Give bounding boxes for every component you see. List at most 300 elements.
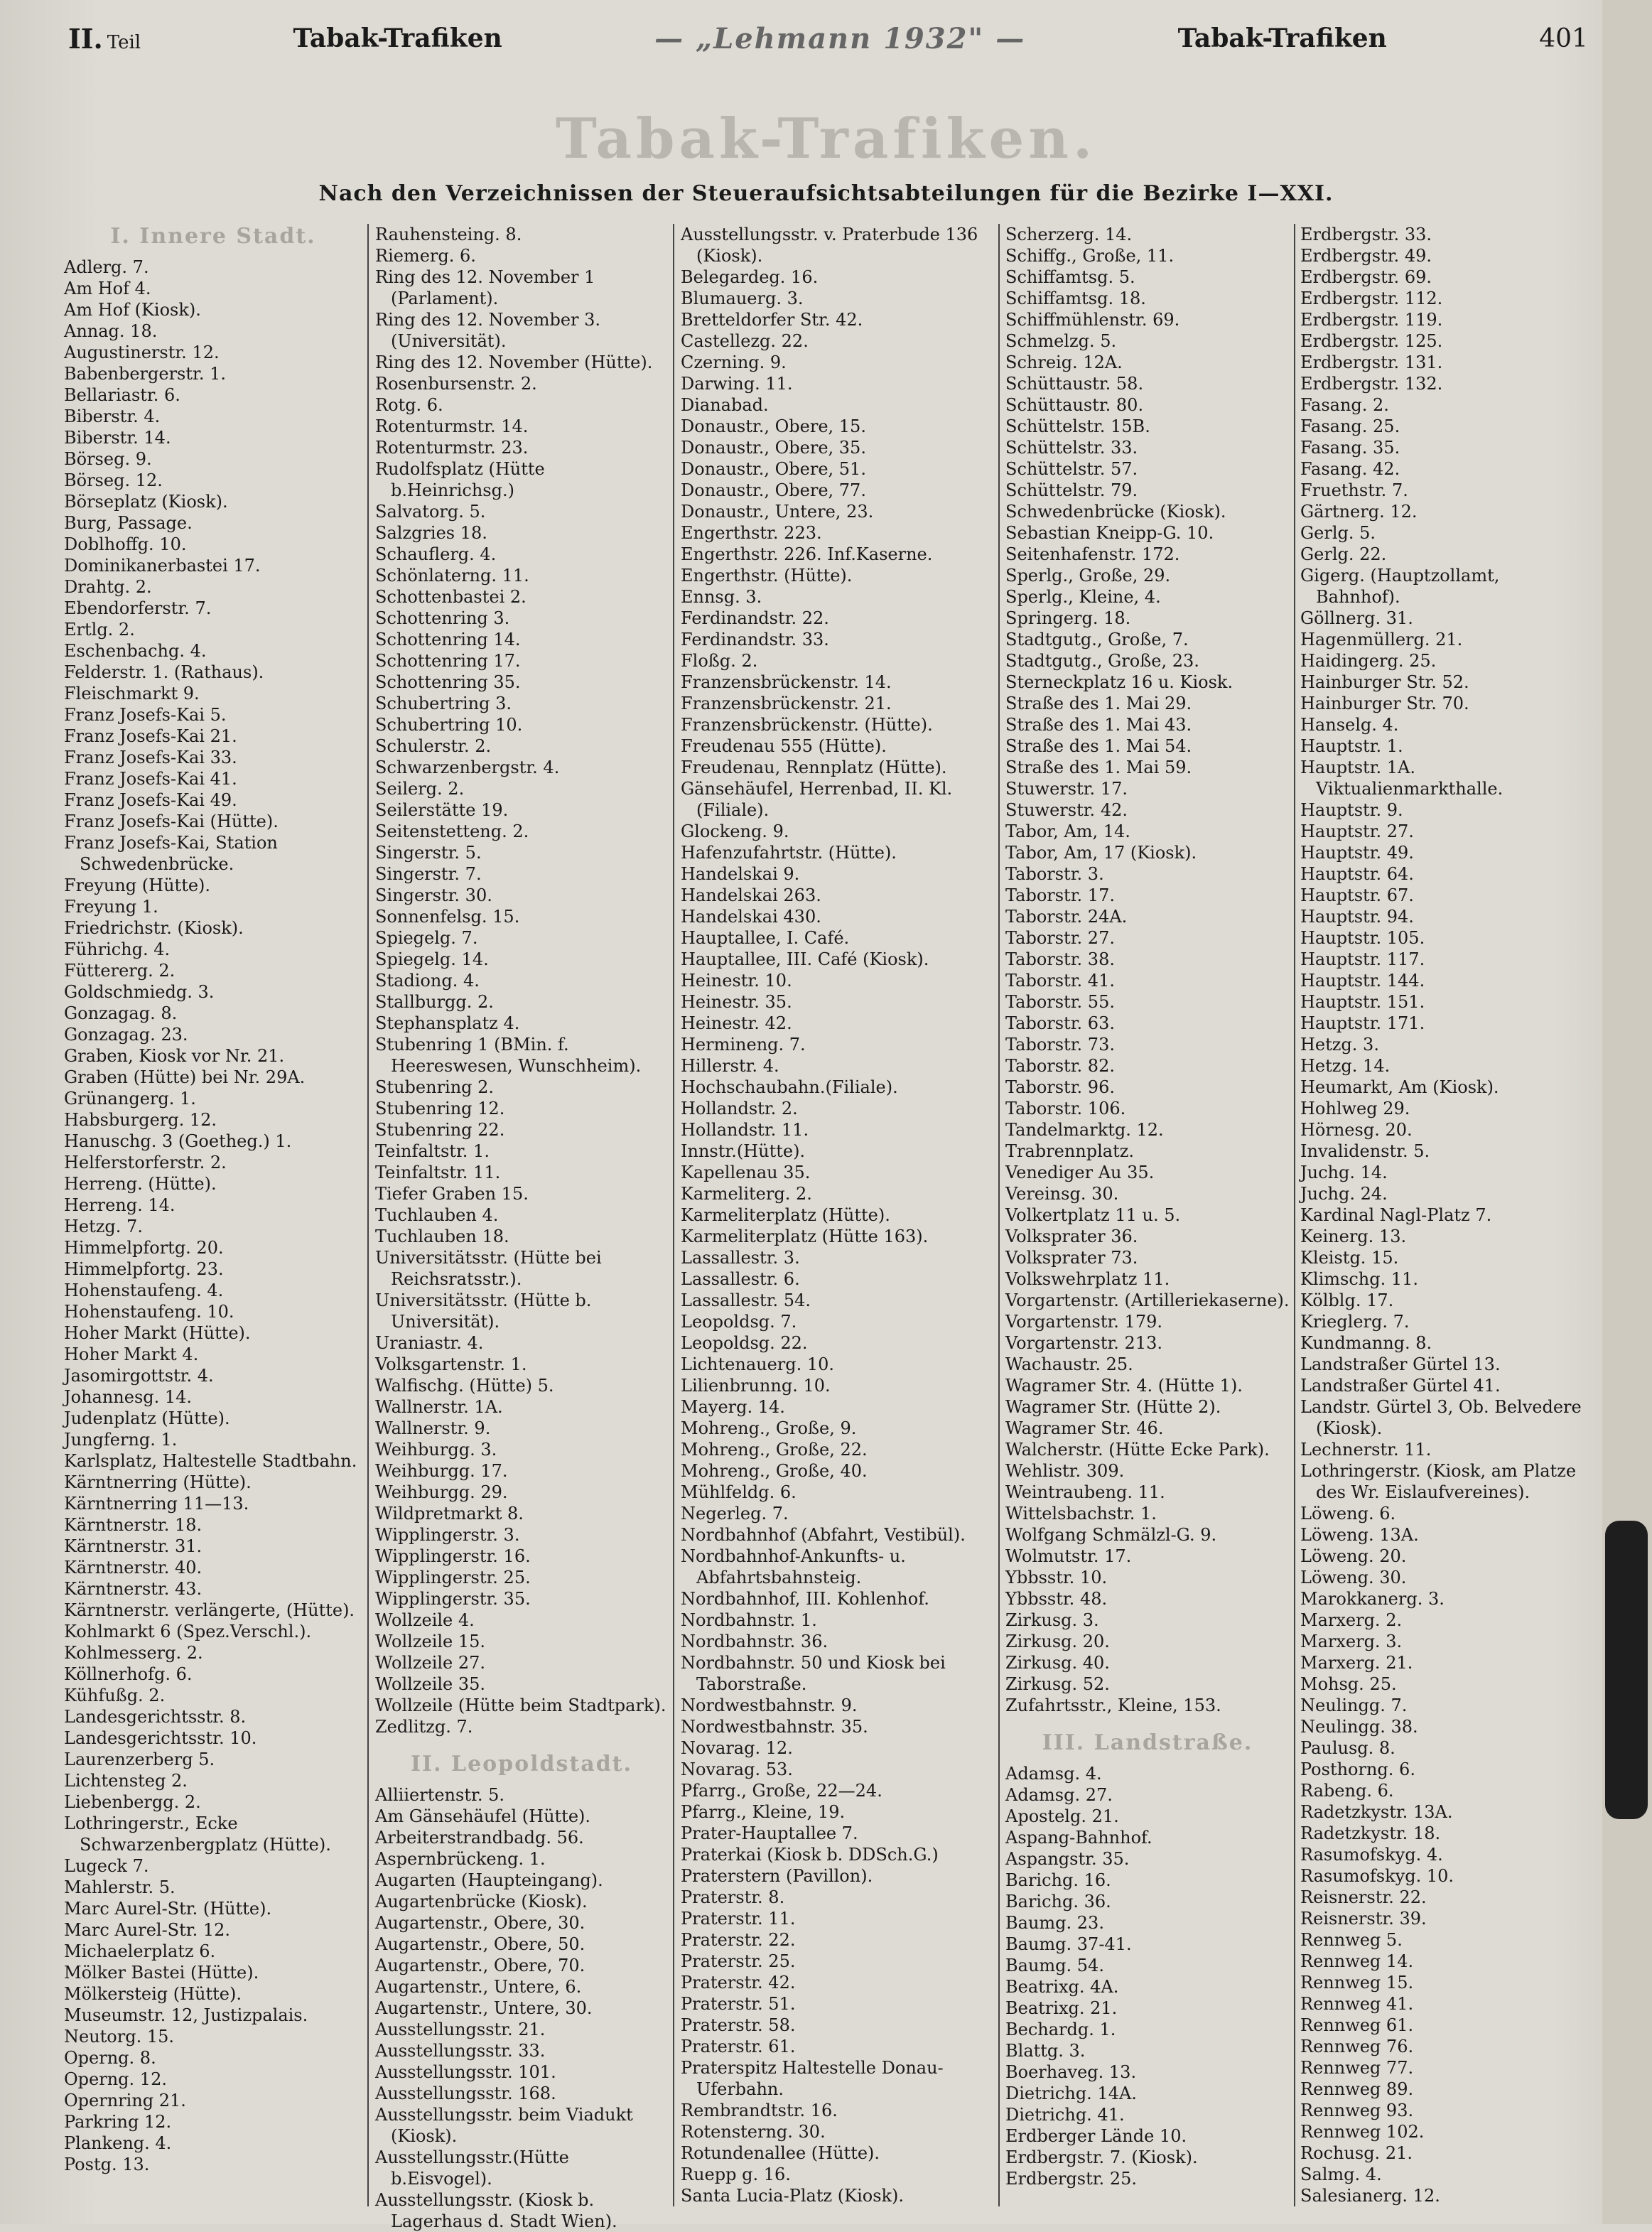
list-item: Kundmanng. 8.: [1300, 1333, 1432, 1353]
list-item: Operng. 8.: [64, 2048, 156, 2068]
list-item: Landesgerichtsstr. 8.: [64, 1707, 247, 1727]
list-item: Neulingg. 38.: [1300, 1717, 1418, 1737]
list-item: Taborstr. 38.: [1005, 949, 1115, 969]
list-item: Mölkersteig (Hütte).: [64, 1984, 242, 2004]
list-item: Rudolfsplatz (Hütte b.Heinrichsg.): [375, 459, 545, 500]
list-item: Hainburger Str. 52.: [1300, 672, 1469, 692]
list-item: Weihburgg. 29.: [375, 1482, 508, 1502]
list-item: Sperlg., Kleine, 4.: [1005, 587, 1161, 607]
list-item: Salzgries 18.: [375, 523, 487, 543]
list-item: Hauptstr. 171.: [1300, 1013, 1425, 1033]
list-item: Landstr. Gürtel 3, Ob. Belvedere (Kiosk).: [1300, 1397, 1582, 1438]
list-item: Mölker Bastei (Hütte).: [64, 1963, 259, 1983]
list-item: Straße des 1. Mai 43.: [1005, 715, 1192, 735]
list-item: Franzensbrückenstr. (Hütte).: [681, 715, 933, 735]
list-item: Castellezg. 22.: [681, 331, 809, 351]
list-item: Nordbahnstr. 36.: [681, 1632, 828, 1651]
list-item: Hauptstr. 67.: [1300, 885, 1414, 905]
list-item: Straße des 1. Mai 29.: [1005, 694, 1192, 713]
list-item: Donaustr., Untere, 23.: [681, 502, 874, 522]
list-item: Rotenturmstr. 14.: [375, 416, 529, 436]
list-item: Liebenbergg. 2.: [64, 1792, 201, 1812]
list-item: Rosenbursenstr. 2.: [375, 374, 537, 394]
list-item: Hillerstr. 4.: [681, 1056, 779, 1076]
list-item: Hoher Markt (Hütte).: [64, 1323, 251, 1343]
list-item: Zirkusg. 40.: [1005, 1653, 1110, 1673]
list-item: Hauptstr. 151.: [1300, 992, 1425, 1012]
list-item: Ertlg. 2.: [64, 620, 135, 640]
list-item: Hochschaubahn.(Filiale).: [681, 1077, 898, 1097]
list-item: Spiegelg. 7.: [375, 928, 478, 948]
list-item: Schottenring 17.: [375, 651, 521, 671]
list-item: Hauptstr. 64.: [1300, 864, 1414, 884]
list-item: Babenbergerstr. 1.: [64, 364, 226, 384]
list-item: Opernring 21.: [64, 2091, 186, 2110]
list-item: Volksprater 73.: [1005, 1248, 1138, 1268]
list-item: Rennweg 77.: [1300, 2058, 1414, 2078]
list-item: Wagramer Str. 46.: [1005, 1418, 1164, 1438]
listing-columns: [64, 224, 1582, 2231]
list-item: Blattg. 3.: [1005, 2041, 1086, 2061]
list-item: Praterkai (Kiosk b. DDSch.G.): [681, 1845, 939, 1865]
list-item: Lichtensteg 2.: [64, 1771, 188, 1791]
list-item: Hauptstr. 1.: [1300, 736, 1403, 756]
list-item: Kleistg. 15.: [1300, 1248, 1399, 1268]
list-item: Wallnerstr. 9.: [375, 1418, 491, 1438]
list-item: Universitätsstr. (Hütte bei Reichsratsstr.).: [375, 1248, 602, 1289]
list-item: Ybbsstr. 10.: [1005, 1568, 1108, 1587]
list-item: Arbeiterstrandbadg. 56.: [375, 1828, 584, 1848]
list-item: Nordbahnhof (Abfahrt, Vestibül).: [681, 1525, 966, 1545]
list-item: Füttererg. 2.: [64, 961, 176, 981]
list-item: Hoher Markt 4.: [64, 1344, 199, 1364]
list-item: Löweng. 30.: [1300, 1568, 1407, 1587]
list-item: Zufahrtsstr., Kleine, 153.: [1005, 1695, 1221, 1715]
list-item: Lassallestr. 6.: [681, 1269, 800, 1289]
list-item: Judenplatz (Hütte).: [64, 1408, 230, 1428]
list-item: Hohenstaufeng. 4.: [64, 1281, 224, 1300]
list-item: Dietrichg. 14A.: [1005, 2083, 1137, 2103]
list-item: Franz Josefs-Kai 21.: [64, 726, 237, 746]
list-item: Bellariastr. 6.: [64, 385, 180, 405]
list-item: Karmeliterplatz (Hütte).: [681, 1205, 890, 1225]
list-item: Ausstellungsstr.(Hütte b.Eisvogel).: [375, 2147, 569, 2189]
list-item: Gärtnerg. 12.: [1300, 502, 1418, 522]
list-item: Graben (Hütte) bei Nr. 29A.: [64, 1067, 306, 1087]
list-item: Tandelmarktg. 12.: [1005, 1120, 1164, 1140]
list-item: Wipplingerstr. 25.: [375, 1568, 531, 1587]
list-item: Kärntnerring 11—13.: [64, 1494, 249, 1514]
list-item: Walcherstr. (Hütte Ecke Park).: [1005, 1440, 1270, 1460]
list-item: Franz Josefs-Kai 33.: [64, 748, 237, 767]
list-item: Santa Lucia-Platz (Kiosk).: [681, 2186, 905, 2206]
list-item: Pfarrg., Große, 22—24.: [681, 1781, 882, 1801]
list-item: Negerleg. 7.: [681, 1504, 789, 1524]
list-item: Hohlweg 29.: [1300, 1099, 1410, 1118]
column-4: [1005, 224, 1290, 2206]
list-item: Rauhensteing. 8.: [375, 225, 522, 244]
list-item: Mayerg. 14.: [681, 1397, 785, 1417]
list-item: Reisnerstr. 22.: [1300, 1887, 1427, 1907]
list-item: Neulingg. 7.: [1300, 1695, 1408, 1715]
list-item: Praterstr. 58.: [681, 2015, 796, 2035]
list-item: Kölblg. 17.: [1300, 1290, 1394, 1310]
list-item: Schüttelstr. 33.: [1005, 438, 1138, 458]
list-item: Zirkusg. 20.: [1005, 1632, 1110, 1651]
list-item: Sebastian Kneipp-G. 10.: [1005, 523, 1214, 543]
list-item: Kärntnerring (Hütte).: [64, 1472, 252, 1492]
list-item: Weintraubeng. 11.: [1005, 1482, 1165, 1502]
list-item: Handelskai 9.: [681, 864, 800, 884]
list-item: Stuwerstr. 42.: [1005, 800, 1128, 820]
list-item: Ruepp g. 16.: [681, 2164, 791, 2184]
list-item: Kärntnerstr. 40.: [64, 1558, 203, 1578]
list-item: Mohreng., Große, 22.: [681, 1440, 868, 1460]
list-item: Hauptallee, III. Café (Kiosk).: [681, 949, 929, 969]
page-subtitle: Nach den Verzeichnissen der Steueraufsichtsabteilungen für die Bezirke I—XXI.: [318, 181, 1334, 206]
list-item: Wagramer Str. 4. (Hütte 1).: [1005, 1376, 1243, 1396]
list-item: Darwing. 11.: [681, 374, 793, 394]
list-item: Sterneckplatz 16 u. Kiosk.: [1005, 672, 1233, 692]
list-item: Hetzg. 14.: [1300, 1056, 1391, 1076]
list-item: Praterstr. 61.: [681, 2037, 796, 2056]
list-item: Wollzeile 15.: [375, 1632, 486, 1651]
column-1: [64, 224, 362, 2206]
list-item: Wolmutstr. 17.: [1005, 1546, 1132, 1566]
list-item: Gonzagag. 8.: [64, 1003, 178, 1023]
list-item: Taborstr. 24A.: [1005, 907, 1128, 927]
list-item: Marc Aurel-Str. (Hütte).: [64, 1899, 272, 1919]
list-item: Stephansplatz 4.: [375, 1013, 520, 1033]
list-item: Vorgartenstr. 179.: [1005, 1312, 1162, 1332]
list-item: Wittelsbachstr. 1.: [1005, 1504, 1157, 1524]
list-item: Parkring 12.: [64, 2112, 172, 2132]
list-item: Rennweg 76.: [1300, 2037, 1414, 2056]
list-item: Nordbahnstr. 1.: [681, 1610, 817, 1630]
list-item: Operng. 12.: [64, 2069, 167, 2089]
list-item: Handelskai 263.: [681, 885, 821, 905]
page-header: [68, 16, 1588, 61]
list-item: Drahtg. 2.: [64, 577, 152, 597]
list-item: Augartenstr., Obere, 50.: [375, 1934, 585, 1954]
list-item: Hetzg. 3.: [1300, 1035, 1379, 1055]
list-item: Rennweg 89.: [1300, 2079, 1414, 2099]
list-item: Seilerg. 2.: [375, 779, 465, 799]
list-item: Volksprater 36.: [1005, 1226, 1138, 1246]
list-item: Rennweg 15.: [1300, 1973, 1414, 1993]
list-item: Hainburger Str. 70.: [1300, 694, 1469, 713]
list-item: Vereinsg. 30.: [1005, 1184, 1119, 1204]
list-item: Barichg. 16.: [1005, 1870, 1111, 1890]
list-item: Singerstr. 5.: [375, 843, 482, 863]
list-item: Jasomirgottstr. 4.: [64, 1366, 214, 1386]
list-item: Hauptstr. 105.: [1300, 928, 1425, 948]
list-item: Laurenzerberg 5.: [64, 1750, 215, 1769]
list-item: Löweng. 13A.: [1300, 1525, 1419, 1545]
list-item: Ferdinandstr. 22.: [681, 608, 829, 628]
list-item: Felderstr. 1. (Rathaus).: [64, 662, 264, 682]
list-item: Hauptstr. 27.: [1300, 821, 1414, 841]
list-item: Volkertplatz 11 u. 5.: [1005, 1205, 1181, 1225]
district-heading: I. Innere Stadt.: [110, 224, 316, 249]
list-item: Hohenstaufeng. 10.: [64, 1302, 234, 1322]
list-item: Beatrixg. 21.: [1005, 1998, 1118, 2018]
column-5: [1300, 224, 1584, 2206]
list-item: Erdbergstr. 132.: [1300, 374, 1443, 394]
list-item: Sperlg., Große, 29.: [1005, 566, 1171, 586]
column-2: [375, 224, 668, 2231]
running-title: — „Lehmann 1932" —: [654, 21, 1026, 55]
list-item: Schüttaustr. 58.: [1005, 374, 1144, 394]
list-item: Taborstr. 106.: [1005, 1099, 1126, 1118]
list-item: Rembrandtstr. 16.: [681, 2101, 838, 2120]
list-item: Hauptstr. 9.: [1300, 800, 1403, 820]
list-item: Grünangerg. 1.: [64, 1089, 196, 1109]
list-item: Alliiertenstr. 5.: [375, 1785, 504, 1805]
list-item: Stubenring 22.: [375, 1120, 505, 1140]
list-item: Ausstellungsstr. 101.: [375, 2062, 556, 2082]
list-item: Donaustr., Obere, 77.: [681, 480, 866, 500]
list-item: Baumg. 37-41.: [1005, 1934, 1132, 1954]
list-item: Kohlmarkt 6 (Spez.Verschl.).: [64, 1622, 312, 1641]
list-item: Zirkusg. 3.: [1005, 1610, 1099, 1630]
part-label: II. Teil: [68, 22, 141, 55]
list-item: Praterstr. 8.: [681, 1887, 785, 1907]
list-item: Kärntnerstr. 43.: [64, 1579, 203, 1599]
list-item: Baumg. 23.: [1005, 1913, 1104, 1933]
list-item: Dianabad.: [681, 395, 769, 415]
list-item: Rotensterng. 30.: [681, 2122, 826, 2142]
list-item: Praterstr. 25.: [681, 1951, 796, 1971]
list-item: Novarag. 12.: [681, 1738, 793, 1758]
list-item: Erdberger Lände 10.: [1005, 2126, 1187, 2146]
list-item: Rasumofskyg. 4.: [1300, 1845, 1443, 1865]
list-item: Franz Josefs-Kai 5.: [64, 705, 227, 725]
list-item: Schauflerg. 4.: [375, 544, 497, 564]
list-item: Marxerg. 21.: [1300, 1653, 1413, 1673]
list-item: Hollandstr. 11.: [681, 1120, 809, 1140]
column-divider: [367, 224, 369, 2206]
list-item: Ybbsstr. 48.: [1005, 1589, 1108, 1609]
list-item: Hauptstr. 144.: [1300, 971, 1425, 991]
list-item: Göllnerg. 31.: [1300, 608, 1413, 628]
list-item: Marokkanerg. 3.: [1300, 1589, 1445, 1609]
list-item: Taborstr. 41.: [1005, 971, 1115, 991]
list-item: Krieglerg. 7.: [1300, 1312, 1410, 1332]
list-item: Johannesg. 14.: [64, 1387, 193, 1407]
list-item: Tabor, Am, 14.: [1005, 821, 1130, 841]
list-item: Mühlfeldg. 6.: [681, 1482, 797, 1502]
list-item: Augarten (Haupteingang).: [375, 1870, 603, 1890]
list-item: Franzensbrückenstr. 14.: [681, 672, 892, 692]
list-item: Am Hof (Kiosk).: [64, 300, 201, 320]
list-item: Neutorg. 15.: [64, 2027, 175, 2047]
list-item: Riemerg. 6.: [375, 246, 476, 266]
list-item: Schiffamtsg. 18.: [1005, 289, 1146, 308]
list-item: Marxerg. 3.: [1300, 1632, 1403, 1651]
list-item: Adamsg. 4.: [1005, 1764, 1102, 1784]
list-item: Rennweg 93.: [1300, 2101, 1414, 2120]
list-item: Heinestr. 10.: [681, 971, 792, 991]
list-item: Eschenbachg. 4.: [64, 641, 207, 661]
list-item: Dominikanerbastei 17.: [64, 556, 261, 576]
list-item: Praterstr. 22.: [681, 1930, 796, 1950]
list-item: Volksgartenstr. 1.: [375, 1354, 527, 1374]
list-item: Rennweg 41.: [1300, 1994, 1414, 2014]
list-item: Lothringerstr., Ecke Schwarzenbergplatz (Hütte).: [64, 1813, 331, 1855]
list-item: Nordbahnstr. 50 und Kiosk bei Taborstraße.: [681, 1653, 946, 1694]
list-item: Glockeng. 9.: [681, 821, 789, 841]
list-item: Wollzeile 4.: [375, 1610, 475, 1630]
list-item: Donaustr., Obere, 35.: [681, 438, 866, 458]
list-item: Friedrichstr. (Kiosk).: [64, 918, 244, 938]
list-item: Beatrixg. 4A.: [1005, 1977, 1119, 1997]
list-item: Erdbergstr. 33.: [1300, 225, 1432, 244]
list-item: Lassallestr. 54.: [681, 1290, 811, 1310]
list-item: Ring des 12. November 1 (Parlament).: [375, 267, 595, 308]
list-item: Taborstr. 55.: [1005, 992, 1115, 1012]
list-item: Heinestr. 42.: [681, 1013, 792, 1033]
list-item: Wipplingerstr. 3.: [375, 1525, 520, 1545]
list-item: Volkswehrplatz 11.: [1005, 1269, 1170, 1289]
list-item: Annag. 18.: [64, 321, 158, 341]
list-item: Ferdinandstr. 33.: [681, 630, 829, 649]
list-item: Schottenring 14.: [375, 630, 521, 649]
list-item: Ausstellungsstr. (Kiosk b. Lagerhaus d. Stadt Wien).: [375, 2190, 617, 2231]
list-item: Taborstr. 27.: [1005, 928, 1115, 948]
column-divider: [673, 224, 674, 2206]
page-number: 401: [1539, 23, 1588, 53]
list-item: Biberstr. 4.: [64, 406, 161, 426]
list-item: Posthorng. 6.: [1300, 1759, 1415, 1779]
list-item: Paulusg. 8.: [1300, 1738, 1395, 1758]
list-item: Taborstr. 63.: [1005, 1013, 1115, 1033]
list-item: Burg, Passage.: [64, 513, 193, 533]
entry-list: [64, 257, 362, 2175]
list-item: Michaelerplatz 6.: [64, 1941, 216, 1961]
list-item: Mohreng., Große, 40.: [681, 1461, 868, 1481]
list-item: Haidingerg. 25.: [1300, 651, 1437, 671]
list-item: Stuwerstr. 17.: [1005, 779, 1128, 799]
list-item: Ennsg. 3.: [681, 587, 762, 607]
list-item: Novarag. 53.: [681, 1759, 793, 1779]
list-item: Zirkusg. 52.: [1005, 1674, 1110, 1694]
list-item: Ausstellungsstr. 168.: [375, 2083, 556, 2103]
list-item: Prater-Hauptallee 7.: [681, 1823, 858, 1843]
list-item: Salesianerg. 12.: [1300, 2186, 1440, 2206]
list-item: Erdbergstr. 112.: [1300, 289, 1443, 308]
list-item: Venediger Au 35.: [1005, 1163, 1155, 1182]
list-item: Franz Josefs-Kai (Hütte).: [64, 812, 279, 831]
list-item: Schönlaterng. 11.: [375, 566, 529, 586]
list-item: Rennweg 61.: [1300, 2015, 1414, 2035]
list-item: Goldschmiedg. 3.: [64, 982, 215, 1002]
list-item: Salvatorg. 5.: [375, 502, 486, 522]
list-item: Hauptstr. 1A. Viktualienmarkthalle.: [1300, 758, 1503, 799]
list-item: Hafenzufahrtstr. (Hütte).: [681, 843, 897, 863]
list-item: Wehlistr. 309.: [1005, 1461, 1125, 1481]
list-item: Praterstr. 51.: [681, 1994, 796, 2014]
list-item: Rennweg 102.: [1300, 2122, 1425, 2142]
list-item: Fasang. 2.: [1300, 395, 1389, 415]
list-item: Börseg. 12.: [64, 470, 163, 490]
list-item: Uraniastr. 4.: [375, 1333, 484, 1353]
list-item: Augartenstr., Obere, 70.: [375, 1956, 585, 1975]
list-item: Wipplingerstr. 35.: [375, 1589, 531, 1609]
list-item: Zedlitzg. 7.: [375, 1717, 473, 1737]
list-item: Nordwestbahnstr. 35.: [681, 1717, 868, 1737]
list-item: Wollzeile 35.: [375, 1674, 486, 1694]
column-divider: [998, 224, 1000, 2206]
section-title-right: Tabak-Trafiken: [1177, 23, 1387, 53]
list-item: Straße des 1. Mai 59.: [1005, 758, 1192, 777]
list-item: Schüttelstr. 79.: [1005, 480, 1138, 500]
page-title: Tabak-Trafiken.: [555, 107, 1097, 171]
list-item: Fasang. 25.: [1300, 416, 1400, 436]
list-item: Praterspitz Haltestelle Donau-Uferbahn.: [681, 2058, 944, 2099]
list-item: Singerstr. 7.: [375, 864, 482, 884]
list-item: Mahlerstr. 5.: [64, 1877, 176, 1897]
list-item: Marxerg. 2.: [1300, 1610, 1403, 1630]
list-item: Juchg. 24.: [1300, 1184, 1388, 1204]
page-edge: [1602, 0, 1652, 2224]
list-item: Juchg. 14.: [1300, 1163, 1388, 1182]
list-item: Schottenbastei 2.: [375, 587, 527, 607]
entry-list: [375, 224, 668, 1737]
list-item: Blumauerg. 3.: [681, 289, 804, 308]
list-item: Mohsg. 25.: [1300, 1674, 1397, 1694]
list-item: Ausstellungsstr. 33.: [375, 2041, 546, 2061]
list-item: Rochusg. 21.: [1300, 2143, 1413, 2163]
list-item: Fruethstr. 7.: [1300, 480, 1408, 500]
list-item: Helferstorferstr. 2.: [64, 1153, 227, 1172]
list-item: Heinestr. 35.: [681, 992, 792, 1012]
list-item: Fasang. 42.: [1300, 459, 1400, 479]
list-item: Universitätsstr. (Hütte b. Universität).: [375, 1290, 592, 1332]
list-item: Rabeng. 6.: [1300, 1781, 1394, 1801]
list-item: Kohlmesserg. 2.: [64, 1643, 203, 1663]
list-item: Hanuschg. 3 (Goetheg.) 1.: [64, 1131, 292, 1151]
list-item: Praterstr. 42.: [681, 1973, 796, 1993]
list-item: Taborstr. 3.: [1005, 864, 1104, 884]
list-item: Spiegelg. 14.: [375, 949, 489, 969]
list-item: Engerthstr. 223.: [681, 523, 822, 543]
list-item: Weihburgg. 17.: [375, 1461, 508, 1481]
list-item: Karmeliterplatz (Hütte 163).: [681, 1226, 929, 1246]
list-item: Gänsehäufel, Herrenbad, II. Kl. (Filiale).: [681, 779, 953, 820]
column-3: [681, 224, 993, 2206]
list-item: Rennweg 14.: [1300, 1951, 1414, 1971]
list-item: Freyung (Hütte).: [64, 875, 211, 895]
list-item: Hanselg. 4.: [1300, 715, 1399, 735]
list-item: Tiefer Graben 15.: [375, 1184, 529, 1204]
list-item: Schottenring 3.: [375, 608, 510, 628]
list-item: Vorgartenstr. 213.: [1005, 1333, 1162, 1353]
list-item: Bechardg. 1.: [1005, 2020, 1116, 2039]
list-item: Am Hof 4.: [64, 279, 151, 298]
list-item: Kärntnerstr. 18.: [64, 1515, 203, 1535]
entry-list: [1005, 224, 1290, 1716]
list-item: Adamsg. 27.: [1005, 1785, 1113, 1805]
list-item: Hermineng. 7.: [681, 1035, 806, 1055]
list-item: Herreng. 14.: [64, 1195, 176, 1215]
list-item: Schulerstr. 2.: [375, 736, 492, 756]
list-item: Fleischmarkt 9.: [64, 684, 200, 703]
list-item: Salmg. 4.: [1300, 2164, 1382, 2184]
list-item: Lassallestr. 3.: [681, 1248, 800, 1268]
list-item: Erdbergstr. 131.: [1300, 352, 1443, 372]
list-item: Himmelpfortg. 20.: [64, 1238, 224, 1258]
